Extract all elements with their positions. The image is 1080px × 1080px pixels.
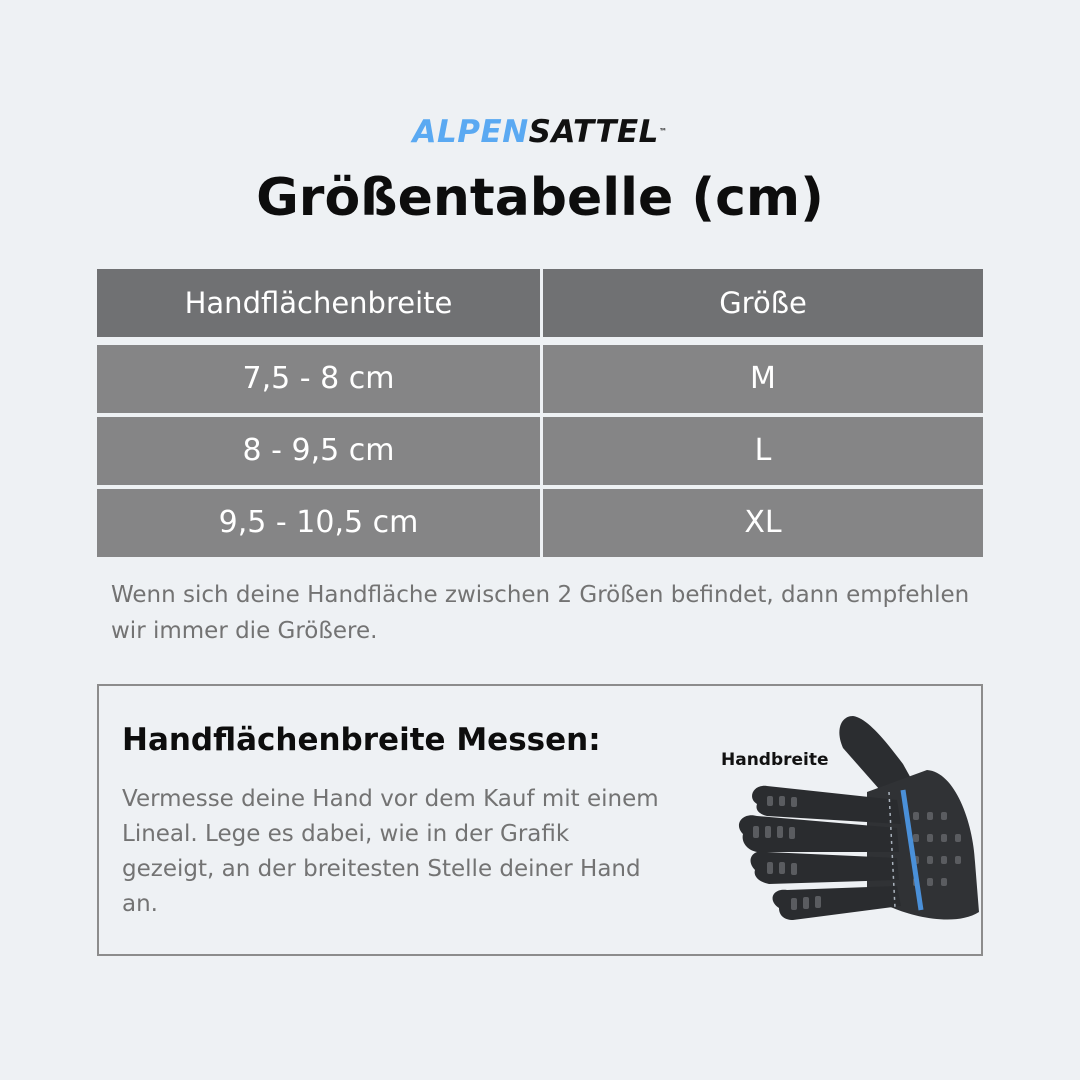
brand-logo-part1: ALPEN (412, 114, 529, 150)
table-cell-size: XL (543, 489, 983, 557)
table-cell-width: 8 - 9,5 cm (97, 417, 540, 485)
glove-illustration (717, 712, 979, 944)
table-cell-width: 9,5 - 10,5 cm (97, 489, 540, 557)
glove-label: Handbreite (721, 750, 829, 770)
table-cell-width: 7,5 - 8 cm (97, 345, 540, 413)
measure-title: Handflächenbreite Messen: (122, 722, 601, 758)
measure-instructions: Vermesse deine Hand vor dem Kauf mit einem Lineal. Lege es dabei, wie in der Grafik gezeigt, an der breitesten Stelle deiner Hand an. (122, 786, 659, 917)
table-row (97, 345, 983, 413)
table-header-cell: Handflächenbreite (97, 269, 540, 337)
size-note: Wenn sich deine Handfläche zwischen 2 Größen befindet, dann empfehlen wir immer die Größere. (111, 582, 970, 644)
table-cell-size: L (543, 417, 983, 485)
table-row (97, 489, 983, 557)
size-table (97, 269, 983, 561)
table-cell-size: M (543, 345, 983, 413)
page-title: Größentabelle (cm) (256, 168, 824, 228)
brand-trademark: ™ (658, 127, 668, 136)
table-row (97, 417, 983, 485)
table-header-row (97, 269, 983, 337)
brand-logo (0, 112, 1080, 152)
measure-box (97, 684, 983, 956)
brand-logo-part2: SATTEL (528, 114, 659, 150)
glove-image (717, 712, 979, 944)
table-header-cell: Größe (543, 269, 983, 337)
